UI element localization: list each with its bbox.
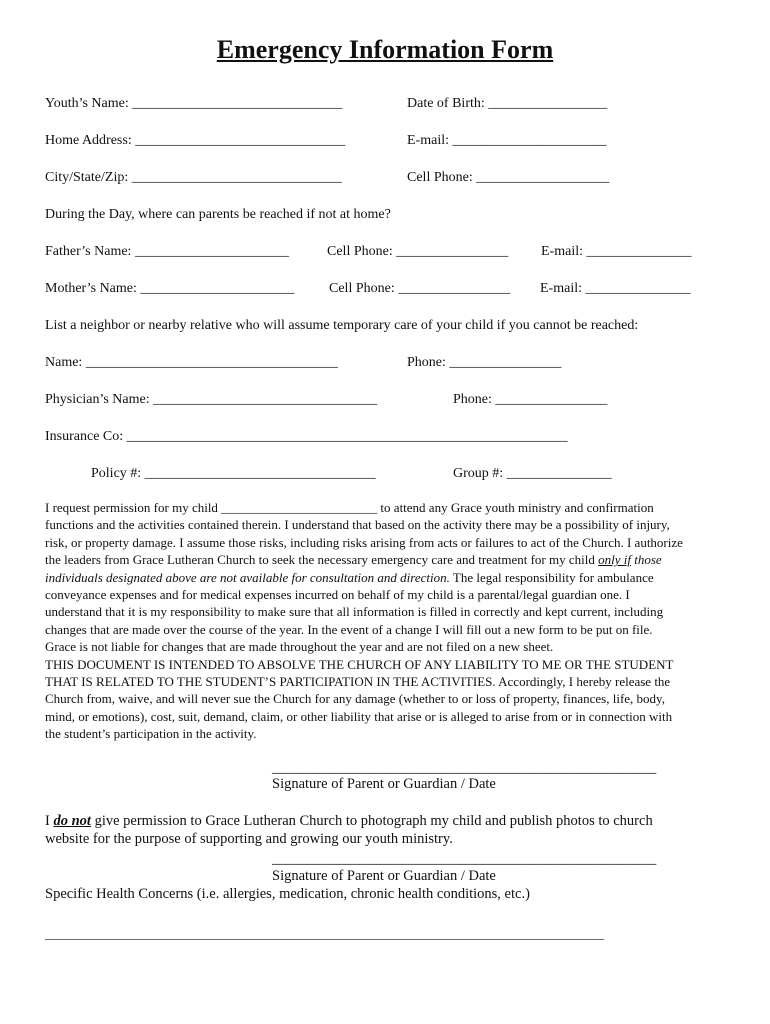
form-title: Emergency Information Form bbox=[216, 35, 554, 64]
release-line: Grace is not liable for changes that are made throughout the year and are not filed on a new sheet. bbox=[45, 639, 554, 655]
during-day-prompt: During the Day, where can parents be reached if not at home? bbox=[45, 207, 391, 222]
health-concerns-line[interactable]: ______________________________________________________________________________________ bbox=[45, 926, 604, 941]
release-line: functions and the activities contained therein. I understand that based on the activity there may be a possibility of injury, bbox=[45, 517, 670, 533]
mother-name-field[interactable]: Mother’s Name: ______________________ bbox=[45, 281, 295, 296]
release-line: risk, or property damage. I assume those risks, including risks arising from acts or failures to act of the Church. I authorize bbox=[45, 534, 683, 550]
email-field[interactable]: E-mail: ______________________ bbox=[407, 133, 607, 148]
father-cell-field[interactable]: Cell Phone: ________________ bbox=[327, 244, 509, 259]
insurance-field[interactable]: Insurance Co: _______________________________________________________________ bbox=[45, 429, 568, 444]
signature-label-2: Signature of Parent or Guardian / Date bbox=[272, 868, 496, 884]
release-line: changes that are made over the course of the year. In the event of a change I will fill out a new form to be put on file. bbox=[45, 621, 653, 637]
release-line: I request permission for my child ________________________ to attend any Grace youth ministry and confirmation bbox=[45, 500, 654, 515]
release-paragraph bbox=[45, 499, 731, 743]
do-not-emphasis: do not bbox=[53, 813, 91, 829]
youth-name-field[interactable]: Youth’s Name: ______________________________ bbox=[45, 96, 343, 111]
neighbor-name-field[interactable]: Name: ____________________________________ bbox=[45, 355, 338, 370]
release-line-text: The legal responsibility for ambulance bbox=[452, 569, 654, 585]
release-line: THIS DOCUMENT IS INTENDED TO ABSOLVE THE CHURCH OF ANY LIABILITY TO ME OR THE STUDENT bbox=[45, 656, 674, 672]
signature-line-2[interactable]: _____________________________________________________ bbox=[272, 851, 657, 867]
photo-rest: give permission to Grace Lutheran Church to photograph my child and publish photos to church bbox=[90, 813, 653, 829]
group-number-field[interactable]: Group #: _______________ bbox=[453, 466, 612, 481]
those-text: those bbox=[630, 552, 662, 568]
release-line: Church from, waive, and will never sue the Church for any damage (whether to or loss of property, finances, life, body, bbox=[45, 691, 665, 707]
mother-email-field[interactable]: E-mail: _______________ bbox=[540, 281, 691, 296]
signature-label: Signature of Parent or Guardian / Date bbox=[272, 776, 496, 792]
home-address-field[interactable]: Home Address: ______________________________ bbox=[45, 133, 346, 148]
release-line-text: the leaders from Grace Lutheran Church to seek the necessary emergency care and treatment for my child bbox=[45, 552, 599, 568]
neighbor-prompt: List a neighbor or nearby relative who will assume temporary care of your child if you cannot be reached: bbox=[45, 318, 639, 333]
photo-prefix: I bbox=[45, 813, 54, 829]
release-line bbox=[45, 551, 731, 568]
city-state-zip-field[interactable]: City/State/Zip: ______________________________ bbox=[45, 170, 342, 185]
italic-condition: individuals designated above are not available for consultation and direction. bbox=[45, 569, 450, 585]
father-email-field[interactable]: E-mail: _______________ bbox=[541, 244, 692, 259]
release-line: understand that it is my responsibility to make sure that all information is filled in correctly and kept current, including bbox=[45, 604, 664, 620]
physician-phone-field[interactable]: Phone: ________________ bbox=[453, 392, 608, 407]
release-line bbox=[45, 569, 731, 586]
neighbor-phone-field[interactable]: Phone: ________________ bbox=[407, 355, 562, 370]
photo-permission-line bbox=[45, 813, 653, 830]
mother-cell-field[interactable]: Cell Phone: ________________ bbox=[329, 281, 511, 296]
cell-phone-field[interactable]: Cell Phone: ___________________ bbox=[407, 170, 610, 185]
health-concerns-label: Specific Health Concerns (i.e. allergies, medication, chronic health conditions, etc.) bbox=[45, 886, 530, 902]
father-name-field[interactable]: Father’s Name: ______________________ bbox=[45, 244, 289, 259]
release-line: the student’s participation in the activity. bbox=[45, 726, 257, 742]
photo-permission-line-2: website for the purpose of supporting and growing our youth ministry. bbox=[45, 831, 453, 847]
signature-line[interactable]: _____________________________________________________ bbox=[272, 760, 657, 776]
release-line: THAT IS RELATED TO THE STUDENT’S PARTICIPATION IN THE ACTIVITIES. Accordingly, I hereby release the bbox=[45, 674, 671, 690]
only-if-emphasis: only if bbox=[598, 552, 631, 568]
policy-number-field[interactable]: Policy #: _________________________________ bbox=[91, 466, 376, 481]
physician-name-field[interactable]: Physician’s Name: ________________________________ bbox=[45, 392, 378, 407]
release-line: conveyance expenses and for medical expenses incurred on behalf of my child is a parental/legal guardian one. I bbox=[45, 587, 630, 603]
release-line: mind, or emotions), cost, suit, demand, claim, or other liability that arise or is alleged to arise from or in connection with bbox=[45, 708, 673, 724]
date-of-birth-field[interactable]: Date of Birth: _________________ bbox=[407, 96, 608, 111]
